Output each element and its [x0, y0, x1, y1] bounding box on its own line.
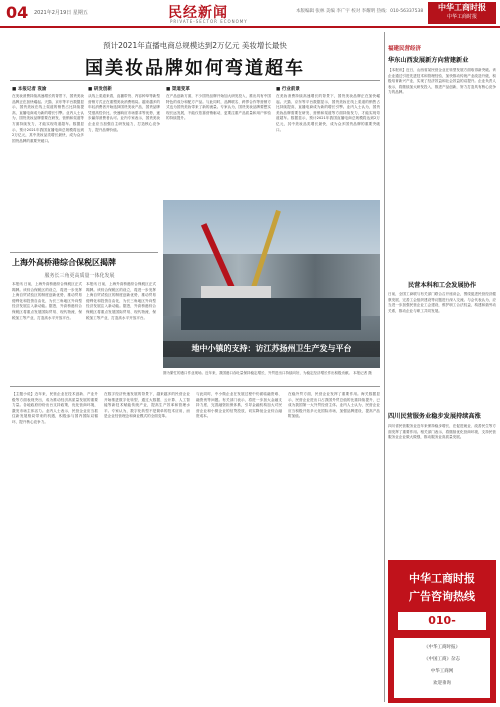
lead-subhead-a: ■ 研发创新: [88, 87, 112, 92]
right-body-1: 【本报讯】近日，山西省某民营企业在转型发展方面取得新突破。该企业通过引进先进技术和管理经验，加快推动传统产业改造升级，积极培育新兴产业，实现了经济效益和社会效益的双提升。企业负责人表示，将继续加大研发投入，推进产品创新，努力打造具有核心竞争力的品牌。: [388, 68, 496, 95]
section-title: 民经新闻: [168, 5, 228, 21]
lead-subhead-c: ■ 行业前景: [276, 87, 300, 92]
ad-info-line: 《中华工商时报》: [424, 645, 460, 650]
editor-credits: 本版编辑 张林 美编 李广宇 校对 李耀明 热线：010-56337538: [296, 9, 424, 14]
divider: [10, 80, 380, 81]
lead-column-4: 在美妆消费持续高速增长的背景下，国货美妆品牌正在加快崛起。天猫、京东等平台数据显示，国货美妆在线上渠道的销售占比持续提高，直播电商成为新的增长引擎。业内人士认为，国货美妆品牌需要在研发、营销和渠道等方面持续发力，才能实现弯道超车。数据显示，预计2021年我国直播电商总规模将达到2万亿元，其中美妆品类增长最快，成为众多国货品牌的重要突破口。: [276, 94, 380, 132]
lead-kicker: 预计2021年直播电商总规模达到2万亿元 美妆增长最快: [103, 41, 287, 50]
ad-info-line: 《中国工商》杂志: [424, 657, 460, 662]
photo-overlay-title: 地中小镇的支持：访江苏扬州卫生产发与平台: [163, 341, 380, 357]
ad-info-box: [394, 638, 490, 698]
page-header: [0, 0, 500, 28]
lower-column-3: 与此同时，中小微企业在发展过程中仍面临融资难、融资贵等问题。有关部门表示，将进一步加大金融支持力度，完善融资担保体系，引导金融机构加大对民营企业和小微企业的信贷投放，切实降低企业综合融资成本。: [196, 392, 282, 419]
section-title-en: PRIVATE-SECTOR ECONOMY: [170, 19, 248, 24]
ad-banner: [388, 560, 496, 703]
lower-column-2: 在数字经济快速发展的背景下，越来越多的民营企业开始推进数字化转型，通过大数据、云计算、人工智能等新技术赋能传统产业，提高生产效率和管理水平。专家认为，数字化转型不是简单的技术应用，而是企业经营理念和商业模式的全面变革。: [104, 392, 190, 419]
divider: [10, 252, 158, 253]
right-body-3: 四川省民营服务业近年来保持稳步增长，在促进就业、改善民生等方面发挥了重要作用。相关部门表示，将继续优化营商环境，支持民营服务业企业做大做强，推动服务业高质量发展。: [388, 424, 496, 440]
lead-column-2: 从线上渠道来看，直播带货、内容种草等新型营销方式正在重塑美妆消费格局。越来越多的年轻消费者开始选择国货美妆产品，国货品牌凭借高性价比、快速响应市场需求等优势，逐步赢得消费者认可。业内专家表示，国货美妆企业应当加强自主研发能力，打造核心竞争力，提升品牌价值。: [88, 94, 160, 132]
ad-line-1: 中华工商时报: [409, 572, 475, 585]
story2-subtitle: 服务长三角更高质量一体化发展: [44, 273, 115, 279]
story2-title: 上海外高桥港综合保税区揭牌: [12, 258, 116, 267]
ad-phone: 010-: [398, 612, 486, 630]
lower-column-4: 在稳外贸方面，民营企业发挥了重要作用。海关数据显示，民营企业进出口占我国外贸总值的比重持续提升，已成为我国第一大外贸经营主体。业内人士认为，民营企业应当积极开拓多元化国际市场，加强品牌建设，提高产品附加值。: [288, 392, 380, 419]
story2-body-2: 本报讯 日前，上海外高桥港综合保税区正式揭牌。该综合保税区的设立，将进一步发挥上海自贸试验区的制度创新优势，推动贸易便利化和投资自由化，为长三角地区外向型经济发展注入新动能。据悉，外高桥港综合保税区将重点发展国际贸易、现代物流、保税加工等产业，打造高水平开放平台。: [86, 282, 156, 320]
right-headline-1: 华东山西发展新方向营建新业: [388, 57, 469, 64]
brand-name: 中华工商时报: [438, 3, 486, 12]
lead-byline: ■ 本报记者 袁渝: [12, 87, 47, 92]
photo-caption: 图为繁忙的港口作业现场。近年来，我国港口吞吐量保持稳定增长，外贸进出口持续向好，为稳定经济增长作出积极贡献。 本报记者 摄: [163, 371, 372, 375]
news-photo: [163, 200, 380, 368]
ad-info-line: 欢迎垂询: [433, 681, 451, 686]
masthead-brand: [428, 2, 496, 24]
right-body-2: 日前，全国工商联与有关部门联合召开座谈会，围绕促进民营经济健康发展、完善工会组织建设等议题进行深入交流。与会代表认为，应当进一步加强民营企业工会建设，维护职工合法权益，构建和谐劳动关系，推动企业与职工共同发展。: [388, 292, 496, 313]
lead-column-3: 在产品创新方面，不少国货品牌开始加大研发投入，推出具有中国特色的成分和配方产品。与此同时，品牌联名、跨界合作等营销方式也为国货美妆带来了新的流量。专家认为，国货美妆品牌要想实现长远发展，不能仅依靠营销驱动，更要注重产品质量和用户体验的持续提升。: [166, 94, 271, 121]
ad-line-2: 广告咨询热线: [409, 590, 475, 603]
right-headline-2: 民营本科和工会发展协作: [407, 282, 477, 289]
lead-headline: 国美妆品牌如何弯道超车: [85, 58, 305, 79]
photo-ship: [181, 298, 361, 330]
divider: [10, 386, 380, 387]
right-section-label: 福建民营经济: [388, 46, 422, 52]
page-number: 04: [6, 3, 29, 22]
ad-info-line: 中华工商网: [430, 669, 454, 674]
lead-column-1: 在美妆消费持续高速增长的背景下，国货美妆品牌正在加快崛起。天猫、京东等平台数据显示，国货美妆在线上渠道的销售占比持续提高，直播电商成为新的增长引擎。业内人士认为，国货美妆品牌需要在研发、营销和渠道等方面持续发力，才能实现弯道超车。数据显示，预计2021年我国直播电商总规模将达到2万亿元，其中美妆品类增长最快，成为众多国货品牌的重要突破口。: [12, 94, 84, 143]
lower-column-1: 【主题小说】近年来，民营企业在技术创新、产业升级等方面表现突出，成为推动经济高质量发展的重要力量。各地政府纷纷出台支持政策，优化营商环境，激发市场主体活力。业内人士表示，民营企业应当抓住新发展格局带来的机遇，积极参与国内国际双循环，提升核心竞争力。: [12, 392, 98, 424]
lead-subhead-b: ■ 渠道变革: [166, 87, 190, 92]
brand-subtitle: 中华工商时报: [446, 14, 477, 20]
story2-body-1: 本报讯 日前，上海外高桥港综合保税区正式揭牌。该综合保税区的设立，将进一步发挥上海自贸试验区的制度创新优势，推动贸易便利化和投资自由化，为长三角地区外向型经济发展注入新动能。据悉，外高桥港综合保税区将重点发展国际贸易、现代物流、保税加工等产业，打造高水平开放平台。: [12, 282, 82, 320]
issue-date: 2021年2月19日 星期五: [34, 10, 88, 16]
column-divider: [384, 32, 385, 702]
right-headline-3: 四川民营服务业稳步发展持续高涨: [388, 413, 481, 420]
